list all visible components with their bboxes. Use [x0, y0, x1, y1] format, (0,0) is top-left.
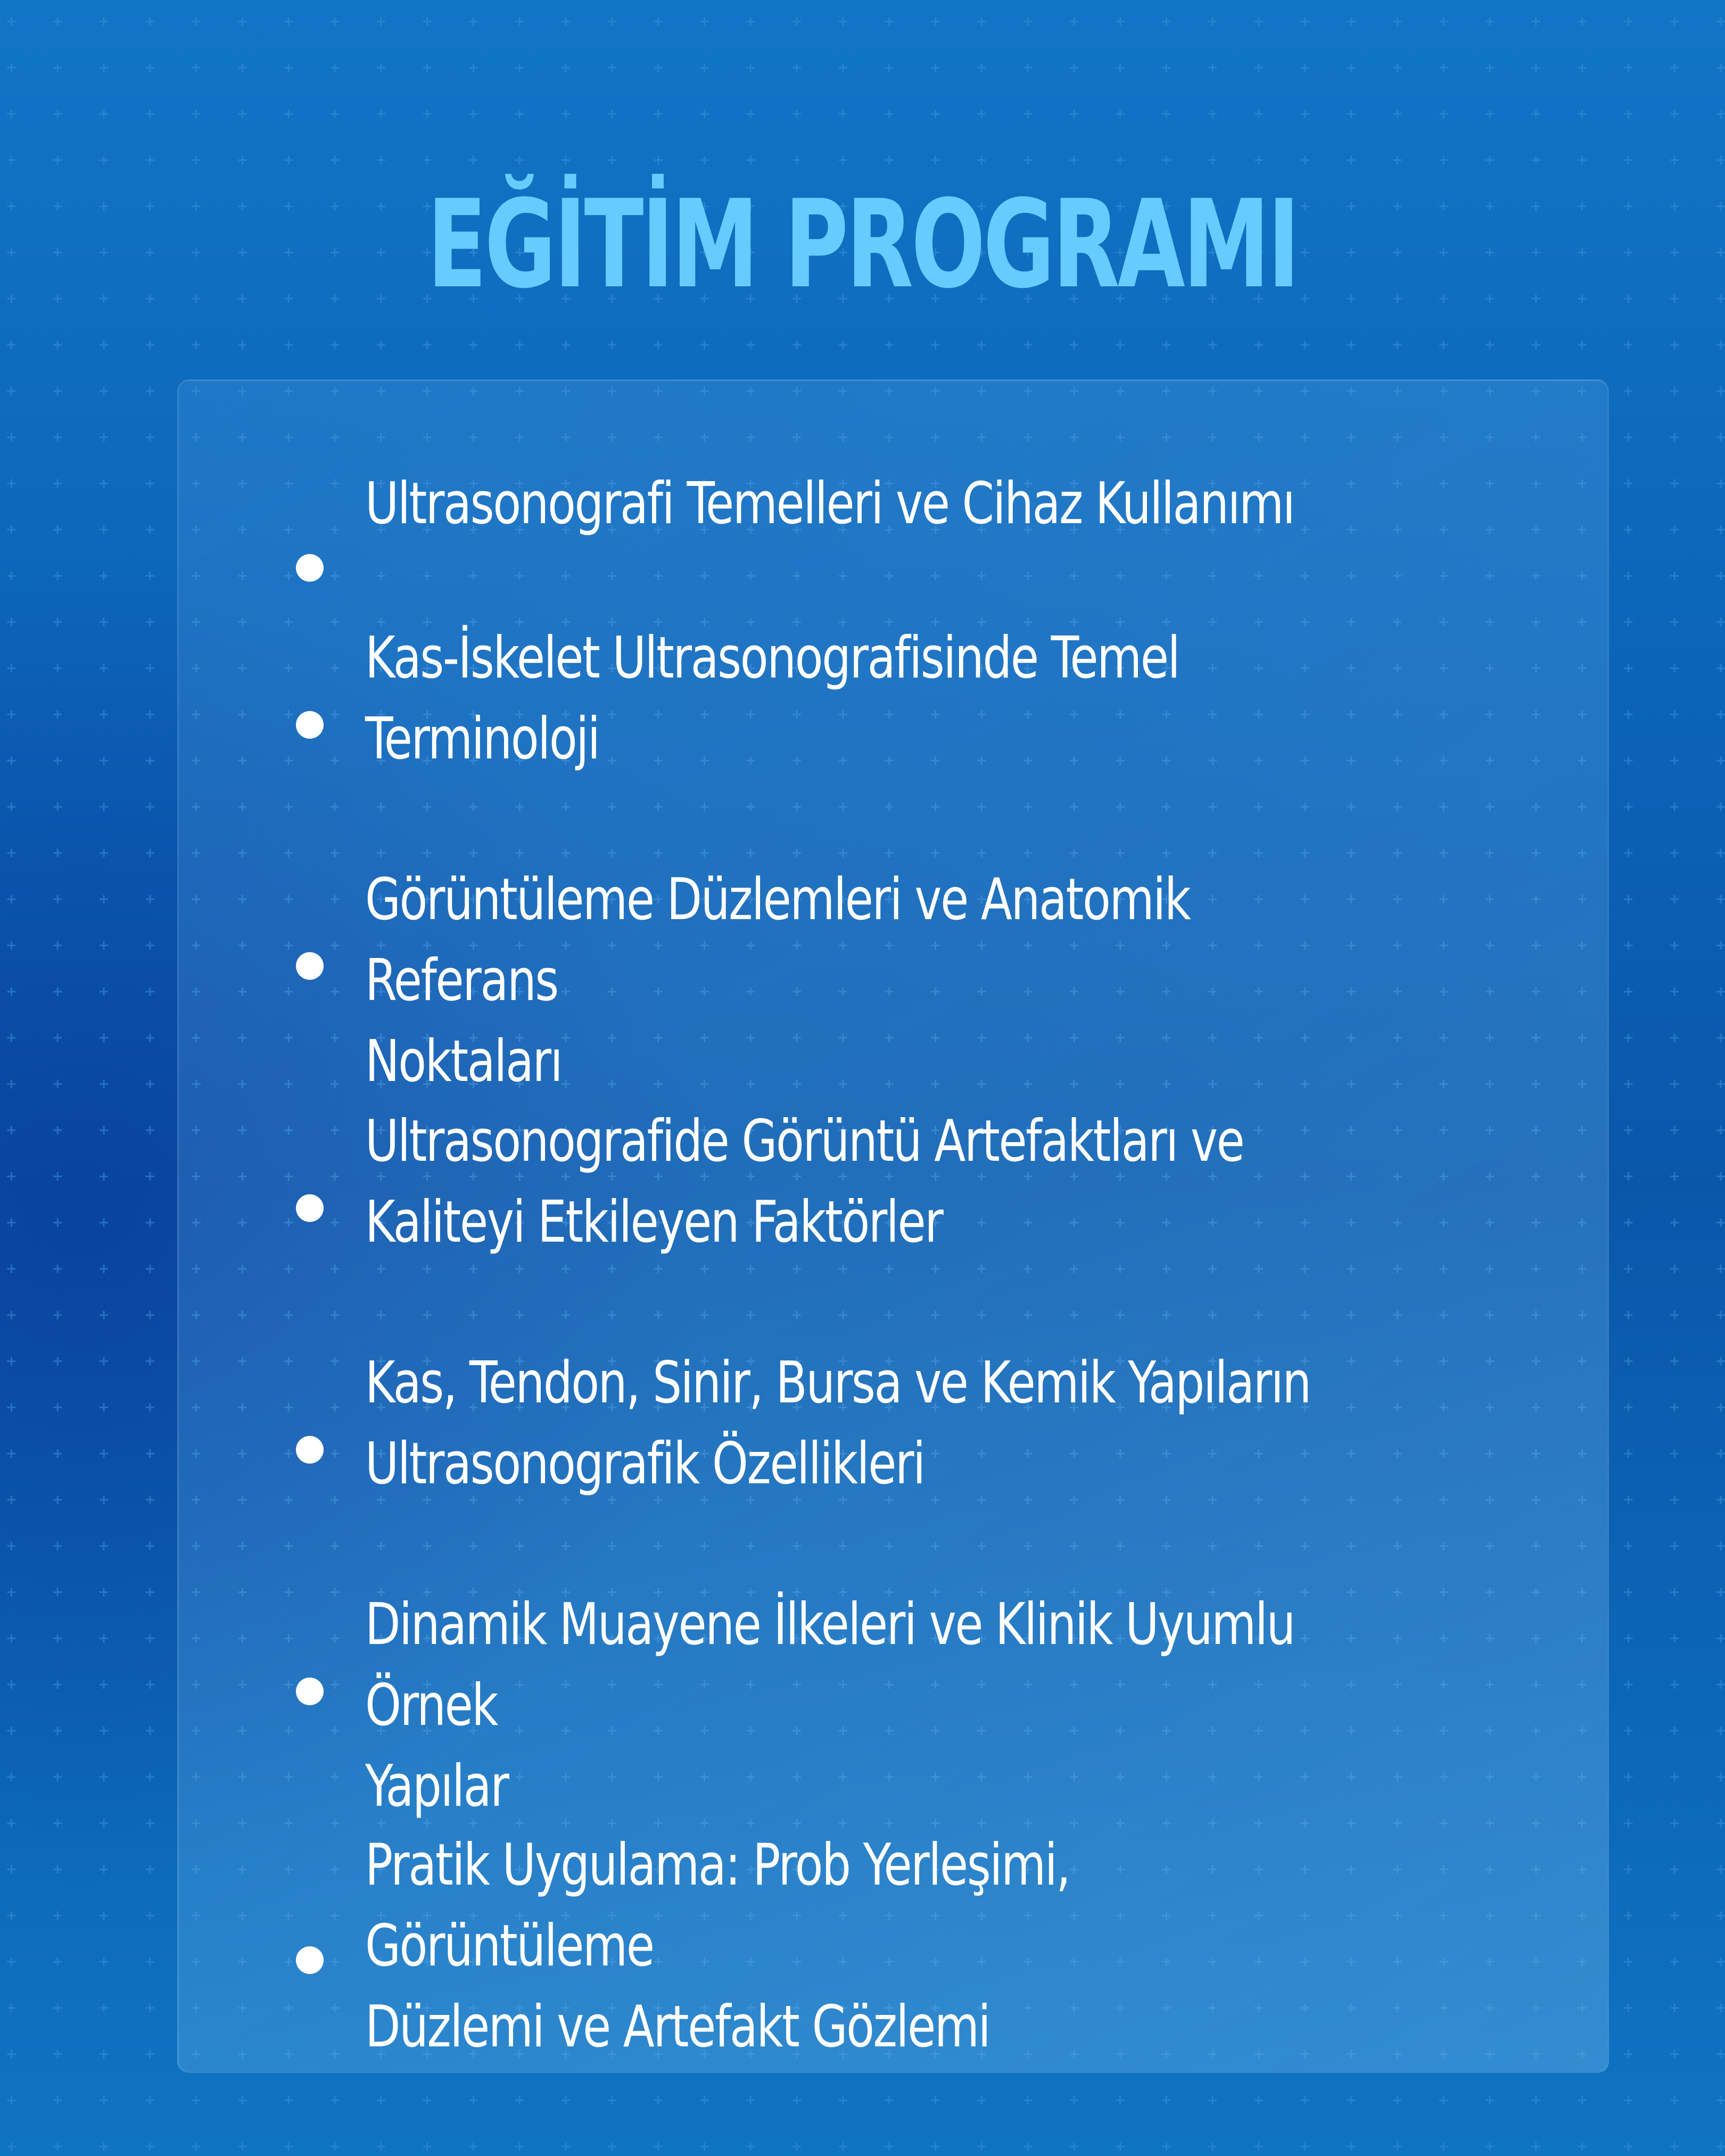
list-item — [179, 464, 1611, 645]
list-item — [179, 618, 1611, 799]
list-item — [179, 860, 1611, 1095]
bullet-icon — [296, 1946, 324, 1974]
list-item-line: Noktaları — [365, 1028, 562, 1095]
list-item-text — [365, 464, 1344, 544]
list-item-line: Kaliteyi Etkileyen Faktörler — [365, 1189, 943, 1255]
list-item-line: Görüntüleme Düzlemleri ve Anatomik Referans — [365, 866, 1190, 1014]
list-item-text — [365, 1584, 1344, 1827]
program-panel — [177, 379, 1609, 2073]
list-item-line: Yapılar — [365, 1753, 508, 1820]
bullet-icon — [296, 952, 324, 980]
list-item — [179, 1825, 1611, 2060]
list-item-text — [365, 1101, 1344, 1263]
list-item-text — [365, 1343, 1344, 1505]
bullet-icon — [296, 1436, 324, 1464]
bullet-icon — [296, 1194, 324, 1222]
list-item-line: Ultrasonografide Görüntü Artefaktları ve — [365, 1108, 1244, 1175]
page-title: EĞİTİM PROGRAMI — [427, 174, 1298, 315]
list-item-line: Kas-İskelet Ultrasonografisinde Temel — [365, 625, 1179, 691]
list-item-line: Pratik Uygulama: Prob Yerleşimi, Görüntüleme — [365, 1832, 1070, 1979]
list-item — [179, 1343, 1611, 1524]
list-item-line: Düzlemi ve Artefakt Gözlemi — [365, 1994, 990, 2060]
list-item — [179, 1584, 1611, 1820]
bullet-icon — [296, 554, 324, 582]
bullet-icon — [296, 1678, 324, 1705]
list-item-text — [365, 618, 1344, 780]
list-item-text — [365, 860, 1344, 1102]
list-item-text — [365, 1825, 1344, 2068]
list-item-line: Terminoloji — [365, 706, 599, 772]
list-item-line: Dinamik Muayene İlkeleri ve Klinik Uyumlu Örnek — [365, 1591, 1294, 1739]
list-item-line: Ultrasonografik Özellikleri — [365, 1431, 925, 1497]
list-item-line: Kas, Tendon, Sinir, Bursa ve Kemik Yapıların — [365, 1350, 1310, 1416]
bullet-icon — [296, 711, 324, 739]
list-item-line: Ultrasonografi Temelleri ve Cihaz Kullanımı — [365, 470, 1294, 537]
list-item — [179, 1101, 1611, 1282]
